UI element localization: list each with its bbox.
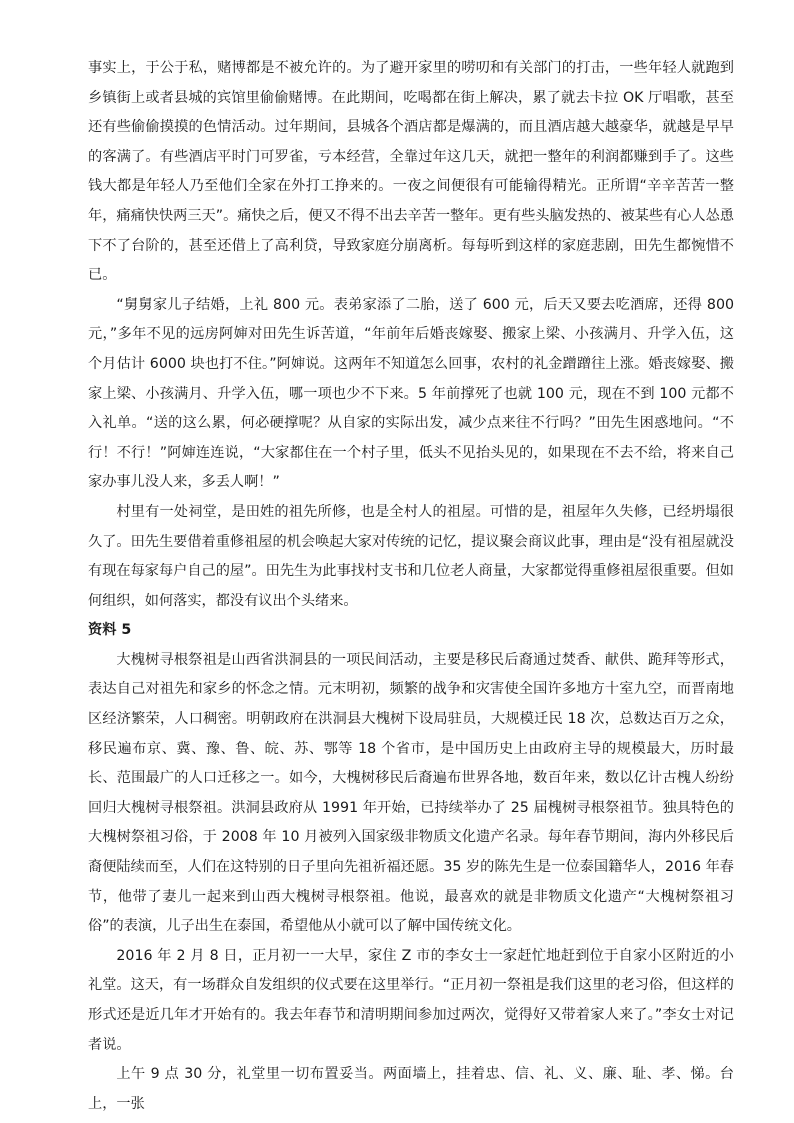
document-body bbox=[88, 54, 734, 1119]
paragraph-ancestral-hall: 村里有一处祠堂，是田姓的祖先所修，也是全村人的祖屋。可惜的是，祖屋年久失修，已经坍塌很久了。田先生要借着重修祖屋的机会唤起大家对传统的记忆，提议聚会商议此事，理由是“没有祖屋就没有现在每家每户自己的屋”。田先生为此事找村支书和几位老人商量，大家都觉得重修祖屋很重要。但如何组织，如何落实，都没有议出个头绪来。 bbox=[88, 503, 734, 609]
paragraph-new-year-ritual: 2016 年 2 月 8 日，正月初一一大早，家住 Z 市的李女士一家赶忙地赶到位于自家小区附近的小礼堂。这天，有一场群众自发组织的仪式要在这里举行。“正月初一祭祖是我们这里的老习俗，但这样的形式还是近几年才开始有的。我去年春节和清明期间参加过两次，觉得好又带着家人来了。”李女士对记者说。 bbox=[88, 947, 734, 1053]
paragraph-ceremony-setup: 上午 9 点 30 分，礼堂里一切布置妥当。两面墙上，挂着忠、信、礼、义、廉、耻、孝、悌。台上，一张 bbox=[88, 1066, 734, 1112]
paragraph-gift-money: “舅舅家儿子结婚，上礼 800 元。表弟家添了二胎，送了 600 元，后天又要去吃酒席，还得 800 元，”多年不见的远房阿婶对田先生诉苦道，“年前年后婚丧嫁娶、搬家上梁、小孩满月、升学入伍，这个月估计 6000 块也打不住。”阿婶说。这两年不知道怎么回事，农村的礼金蹭蹭往上涨。婚丧嫁娶、搬家上梁、小孩满月、升学入伍，哪一项也少不下来。5 年前撑死了也就 100 元，现在不到 100 元都不入礼单。“送的这么累，何必硬撑呢？从自家的实际出发，减少点来往不行吗？”田先生困惑地问。“不行！不行！”阿婶连连说，“大家都住在一个村子里，低头不见抬头见的，如果现在不去不给，将来自己家办事儿没人来，多丢人啊！” bbox=[88, 296, 734, 491]
paragraph-locust-tree: 大槐树寻根祭祖是山西省洪洞县的一项民间活动，主要是移民后裔通过焚香、献供、跪拜等形式，表达自己对祖先和家乡的怀念之情。元末明初，频繁的战争和灾害使全国许多地方十室九空，而晋南地区经济繁荣，人口稠密。明朝政府在洪洞县大槐树下设局驻员，大规模迁民 18 次，总数达百万之众，移民遍布京、冀、豫、鲁、皖、苏、鄂等 18 个省市，是中国历史上由政府主导的规模最大，历时最长、范围最广的人口迁移之一。如今，大槐树移民后裔遍布世界各地，数百年来，数以亿计古槐人纷纷回归大槐树寻根祭祖。洪洞县政府从 1991 年开始，已持续举办了 25 届槐树寻根祭祖节。独具特色的大槐树祭祖习俗，于 2008 年 10 月被列入国家级非物质文化遗产名录。每年春节期间，海内外移民后裔便陆续而至，人们在这特别的日子里向先祖祈福还愿。35 岁的陈先生是一位泰国籍华人，2016 年春节，他带了妻儿一起来到山西大槐树寻根祭祖。他说，最喜欢的就是非物质文化遗产“大槐树祭祖习俗”的表演，儿子出生在泰国，希望他从小就可以了解中国传统文化。 bbox=[88, 651, 734, 935]
paragraph-gambling: 事实上，于公于私，赌博都是不被允许的。为了避开家里的唠叨和有关部门的打击，一些年轻人就跑到乡镇街上或者县城的宾馆里偷偷赌博。在此期间，吃喝都在街上解决，累了就去卡拉 OK 厅唱歌，甚至还有些偷偷摸摸的色情活动。过年期间，县城各个酒店都是爆满的，而且酒店越大越豪华，就越是早早的客满了。有些酒店平时门可罗雀，亏本经营，全靠过年这几天，就把一整年的利润都赚到手了。这些钱大都是年轻人乃至他们全家在外打工挣来的。一夜之间便很有可能输得精光。正所谓“辛辛苦苦一整年，痛痛快快两三天”。痛快之后，便又不得不出去辛苦一整年。更有些头脑发热的、被某些有心人怂恿下不了台阶的，甚至还借上了高利贷，导致家庭分崩离析。每每听到这样的家庭悲剧，田先生都惋惜不已。 bbox=[88, 60, 734, 284]
section-heading: 资料 5 bbox=[88, 622, 132, 639]
